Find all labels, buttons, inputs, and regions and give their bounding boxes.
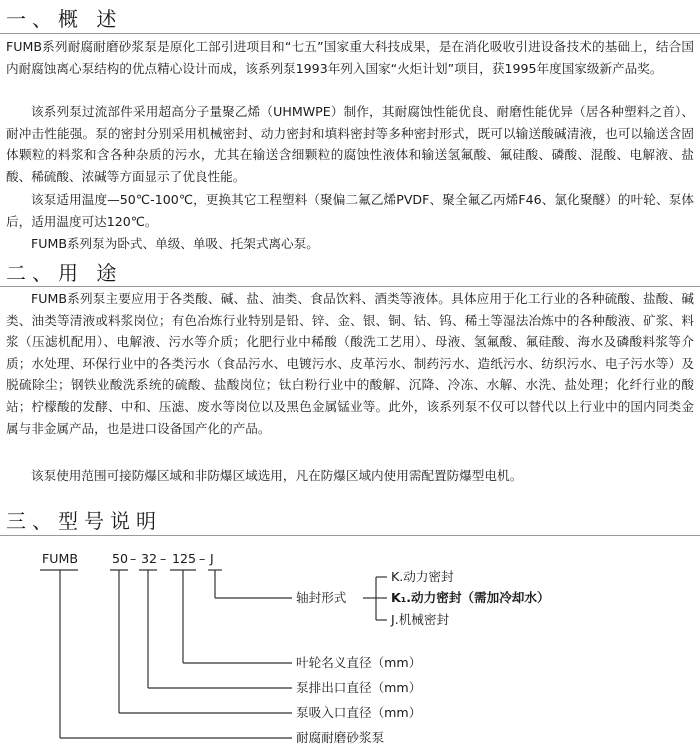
impeller-diameter-label: 叶轮名义直径（mm） xyxy=(296,655,422,670)
outlet-diameter-label: 泵排出口直径（mm） xyxy=(296,680,422,695)
model-code-impeller: 125 xyxy=(172,551,197,566)
section-divider xyxy=(0,286,700,287)
section-heading-overview: 一、概 述 xyxy=(6,7,123,31)
model-code-dash: – xyxy=(199,551,206,566)
model-code-inlet: 50 xyxy=(112,551,129,566)
usage-paragraph-1: FUMB系列泵主要应用于各类酸、碱、盐、油类、食品饮料、酒类等液体。具体应用于化工行业的各种硫酸、盐酸、碱类、油类等清液或料浆岗位；有色冶炼行业特别是铅、锌、金、银、铜、钴、钨、稀土等湿法冶炼中的各种酸液、矿浆、料浆（压滤机配用）、电解液、污水等介质；化肥行业中稀酸（酸洗工艺用）、母液、氢氟酸、氟硅酸、海水及磷酸料浆等介质；水处理、环保行业中的各类污水（食品污水、电镀污水、皮革污水、制药污水、造纸污水、纺织污水、电子污水等）及脱硫除尘；钢铁业酸洗系统的硫酸、盐酸岗位；钛白粉行业中的酸解、沉降、冷冻、水解、水洗、盐处理；化纤行业的酸站；柠檬酸的发酵、中和、压滤、废水等岗位以及黑色金属锰业等。此外，该系列泵不仅可以替代以上行业中的国内同类金属与非金属产品，也是进口设备国产化的产品。 xyxy=(6,291,694,436)
inlet-diameter-label: 泵吸入口直径（mm） xyxy=(296,705,422,720)
section-heading-model: 三、型号说明 xyxy=(6,509,162,533)
overview-paragraph-4: FUMB系列泵为卧式、单级、单吸、托架式离心泵。 xyxy=(31,236,319,251)
seal-type-label: 轴封形式 xyxy=(296,590,347,605)
overview-paragraph-2: 该系列泵过流部件采用超高分子量聚乙烯（UHMWPE）制作，其耐腐蚀性能优良、耐磨性能优异（居各种塑料之首）、耐冲击性能强。泵的密封分别采用机械密封、动力密封和填料密封等多种密封形式，既可以输送酸碱清液，也可以输送含固体颗粒的料浆和含各种杂质的污水，尤其在输送含细颗粒的腐蚀性液体和输送氢氟酸、氟硅酸、磷酸、混酸、电解液、盐酸、稀硫酸、浓碱等方面显示了优良性能。 xyxy=(6,104,694,184)
model-code-seal: J xyxy=(210,551,214,566)
section-heading-usage: 二、用 途 xyxy=(6,261,123,285)
seal-option-k1: K₁.动力密封（需加冷却水） xyxy=(391,590,550,605)
model-code-outlet: 32 xyxy=(141,551,158,566)
seal-option-k: K.动力密封 xyxy=(391,569,454,584)
seal-option-j: J.机械密封 xyxy=(391,612,450,627)
model-code-dash: – xyxy=(130,551,137,566)
overview-paragraph-3: 该泵适用温度—50℃-100℃，更换其它工程塑料（聚偏二氟乙烯PVDF、聚全氟乙丙烯F46、氯化聚醚）的叶轮、泵体后，适用温度可达120℃。 xyxy=(6,192,694,229)
model-code-dash: – xyxy=(160,551,167,566)
section-divider xyxy=(0,33,700,34)
overview-paragraph-1: FUMB系列耐腐耐磨砂浆泵是原化工部引进项目和“七五”国家重大科技成果，是在消化吸收引进设备技术的基础上，结合国内耐腐蚀离心泵结构的优点精心设计而成，该系列泵1993年列入国家“火炬计划”项目，获1995年度国家级新产品奖。 xyxy=(6,39,694,76)
pump-type-label: 耐腐耐磨砂浆泵 xyxy=(296,730,385,745)
model-code-prefix: FUMB xyxy=(42,551,78,566)
usage-paragraph-2: 该泵使用范围可接防爆区域和非防爆区域选用，凡在防爆区域内使用需配置防爆型电机。 xyxy=(31,468,523,483)
